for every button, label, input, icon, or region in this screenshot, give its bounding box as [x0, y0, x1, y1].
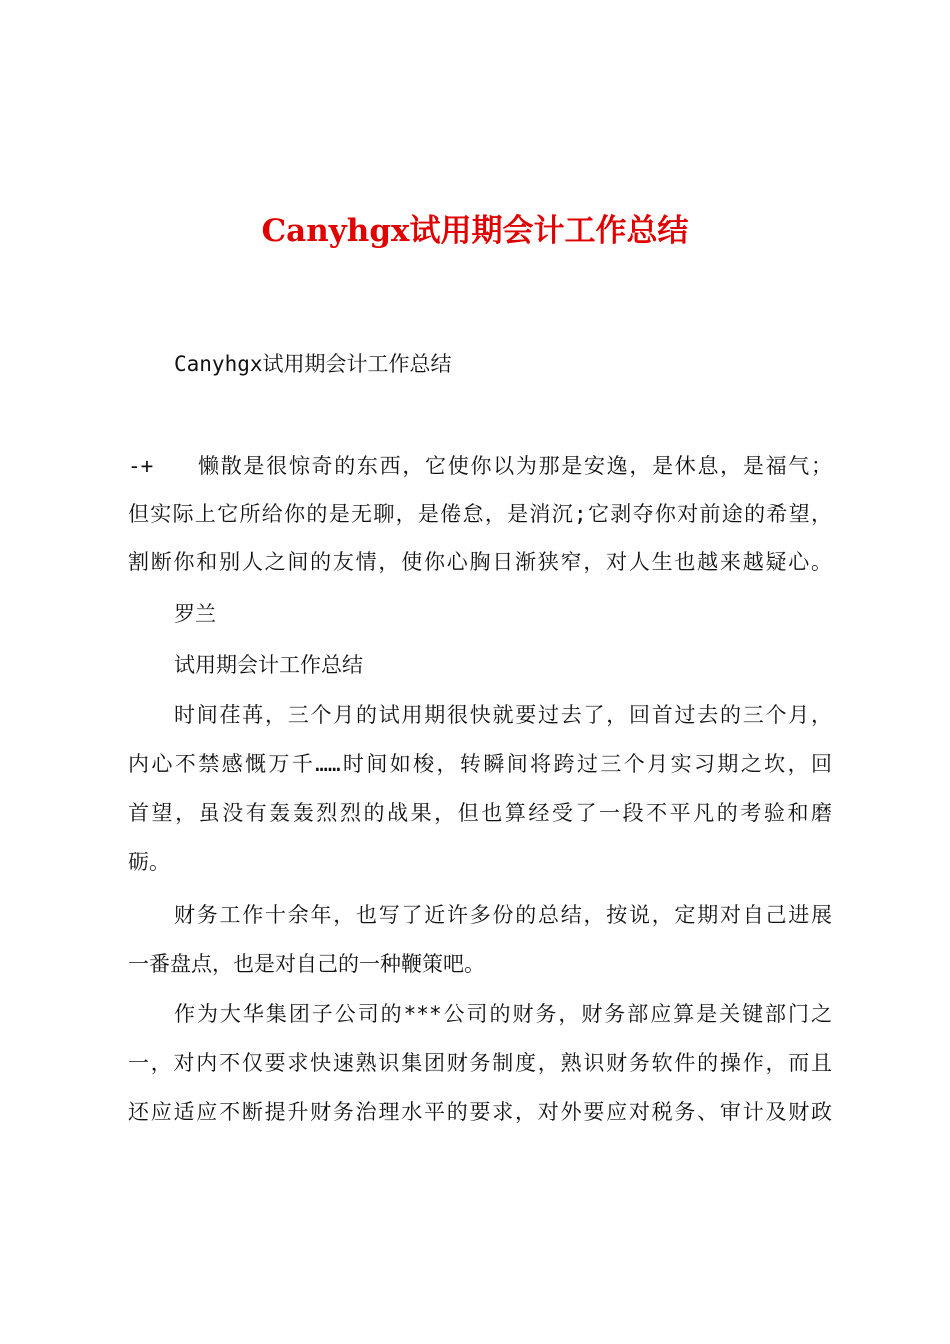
- quote-line: 但实际上它所给你的是无聊，是倦怠，是消沉;它剥夺你对前途的希望，: [128, 502, 832, 526]
- paragraph-line: 时间荏苒，三个月的试用期很快就要过去了，回首过去的三个月，: [174, 703, 832, 727]
- paragraph-line: 一，对内不仅要求快速熟识集团财务制度，熟识财务软件的操作，而且: [128, 1051, 832, 1075]
- paragraph-line: 砺。: [128, 850, 170, 874]
- quote-author: 罗兰: [174, 602, 216, 626]
- quote-line: 懒散是很惊奇的东西，它使你以为那是安逸，是休息，是福气；: [198, 454, 832, 478]
- paragraph-line: 首望，虽没有轰轰烈烈的战果，但也算经受了一段不平凡的考验和磨: [128, 801, 832, 825]
- document-title: Canyhgx试用期会计工作总结: [261, 213, 689, 249]
- quote-marker: -+: [128, 454, 154, 478]
- paragraph-line: 内心不禁感慨万千……时间如梭，转瞬间将跨过三个月实习期之坎，回: [128, 752, 832, 776]
- section-heading: 试用期会计工作总结: [174, 653, 363, 677]
- paragraph-line: 还应适应不断提升财务治理水平的要求，对外要应对税务、审计及财政: [128, 1100, 832, 1124]
- paragraph-line: 作为大华集团子公司的***公司的财务，财务部应算是关键部门之: [174, 1002, 832, 1026]
- document-subtitle: Canyhgx试用期会计工作总结: [174, 352, 452, 376]
- quote-line: 割断你和别人之间的友情，使你心胸日渐狭窄，对人生也越来越疑心。: [128, 550, 832, 574]
- paragraph-line: 一番盘点，也是对自己的一种鞭策吧。: [128, 952, 485, 976]
- paragraph-line: 财务工作十余年，也写了近许多份的总结，按说，定期对自己进展: [174, 903, 832, 927]
